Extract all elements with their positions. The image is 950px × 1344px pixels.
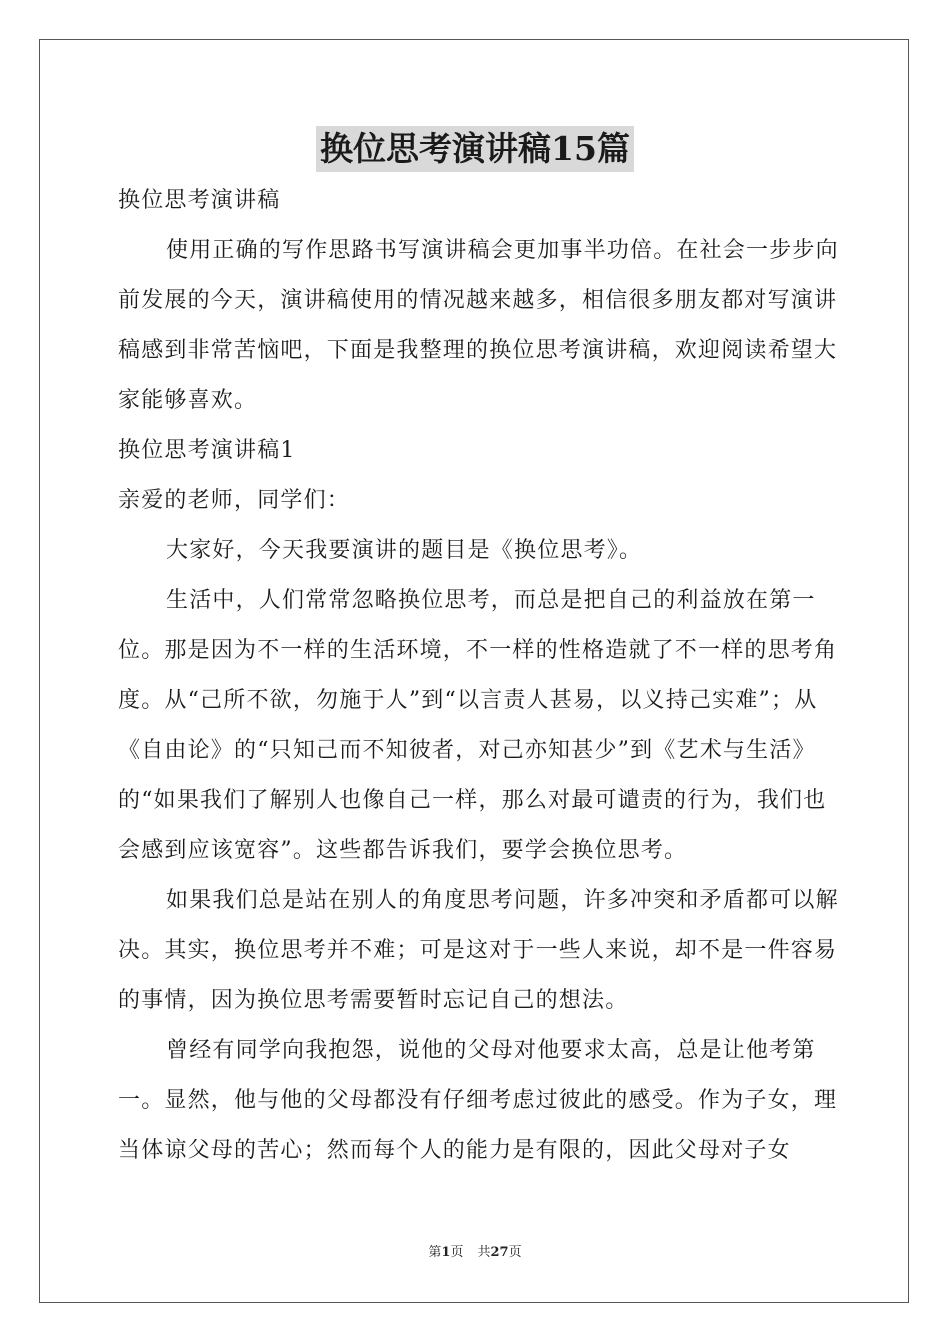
total-suffix: 页	[508, 1245, 522, 1260]
title-container	[0, 126, 950, 172]
total-prefix: 共	[477, 1245, 491, 1260]
paragraph: 大家好，今天我要演讲的题目是《换位思考》。	[166, 538, 643, 563]
page-suffix: 页	[450, 1245, 464, 1260]
paragraph: 如果我们总是站在别人的角度思考问题，许多冲突和矛盾都可以解决。其实，换位思考并不难；可是这对于一些人来说，却不是一件容易的事情，因为换位思考需要暂时忘记自己的想法。	[118, 888, 839, 1013]
paragraph: 生活中，人们常常忽略换位思考，而总是把自己的利益放在第一位。那是因为不一样的生活环境，不一样的性格造就了不一样的思考角度。从“己所不欲，勿施于人”到“以言责人甚易，以义持己实难”；从《自由论》的“只知己而不知彼者，对己亦知甚少”到《艺术与生活》的“如果我们了解别人也像自己一样，那么对最可谴责的行为，我们也会感到应该宽容”。这些都告诉我们，要学会换位思考。	[118, 588, 838, 863]
paragraph: 换位思考演讲稿	[118, 188, 281, 213]
paragraph: 换位思考演讲稿1	[118, 438, 296, 463]
document-title: 换位思考演讲稿15篇	[316, 126, 634, 172]
page-prefix: 第	[428, 1245, 442, 1260]
paragraph: 使用正确的写作思路书写演讲稿会更加事半功倍。在社会一步步向前发展的今天，演讲稿使用的情况越来越多，相信很多朋友都对写演讲稿感到非常苦恼吧，下面是我整理的换位思考演讲稿，欢迎阅读希望大家能够喜欢。	[118, 238, 839, 413]
page-current: 1	[441, 1245, 451, 1260]
page-footer	[0, 1244, 950, 1262]
page-total: 27	[490, 1245, 509, 1260]
paragraph: 亲爱的老师，同学们：	[118, 488, 351, 513]
paragraph: 曾经有同学向我抱怨，说他的父母对他要求太高，总是让他考第一。显然，他与他的父母都没有仔细考虑过彼此的感受。作为子女，理当体谅父母的苦心；然而每个人的能力是有限的，因此父母对子女	[118, 1038, 838, 1163]
document-body	[118, 176, 840, 1176]
